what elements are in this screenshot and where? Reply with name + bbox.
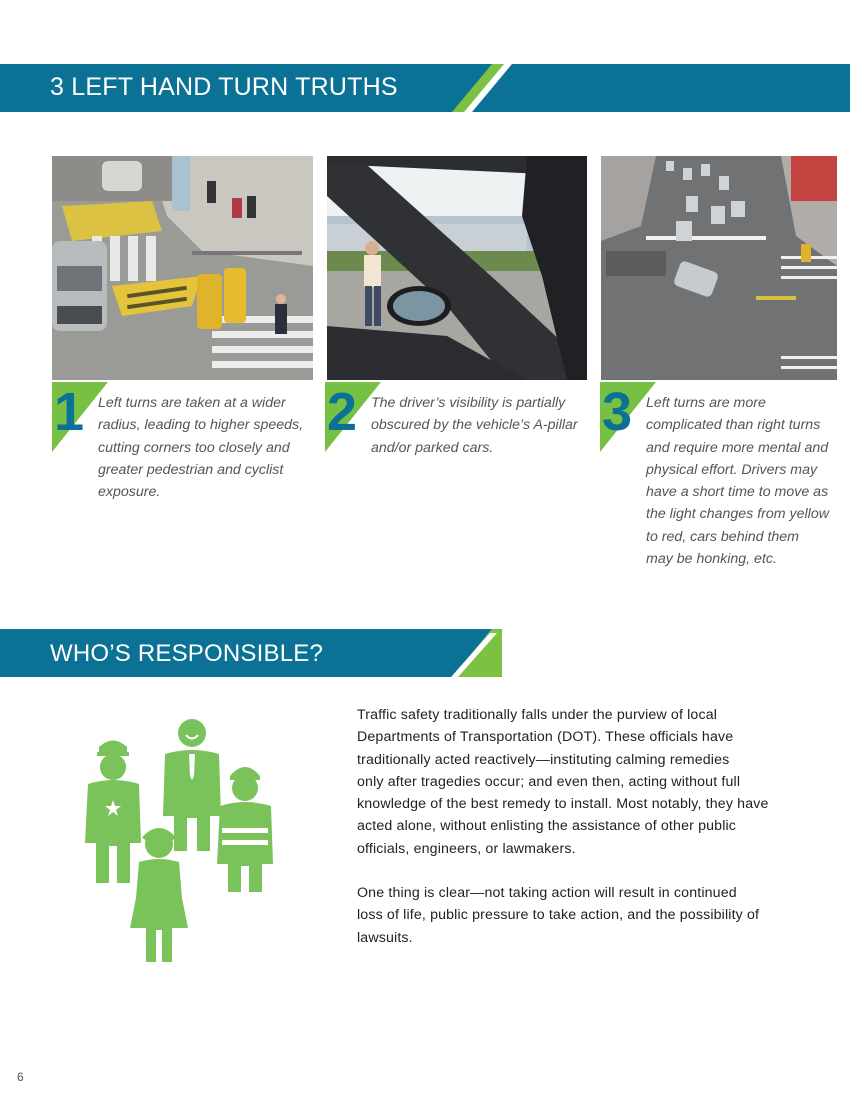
paragraph-line: officials, engineers, or lawmakers. [357, 840, 576, 857]
truth-3-line: have a short time to move as [646, 484, 829, 501]
truth-2-line: and/or parked cars. [371, 439, 494, 456]
section-title-truths: 3 LEFT HAND TURN TRUTHS [50, 73, 398, 101]
truth-2-line: obscured by the vehicle’s A-pillar [371, 417, 578, 434]
photo-intersection-crosswalk [52, 156, 313, 380]
photo-aerial-intersection [601, 156, 837, 380]
paragraph-line: Departments of Transportation (DOT). These officials have [357, 729, 734, 746]
truth-3-line: Left turns are more [646, 395, 766, 411]
truth-1-text [98, 392, 303, 503]
paragraph-line: One thing is clear—not taking action will result in continued [357, 885, 737, 901]
paragraph-line: knowledge of the best remedy to install. Most notably, they have [357, 796, 769, 813]
paragraph-line: acted alone, without enlisting the assistance of other public [357, 818, 737, 835]
paragraph-line: loss of life, public pressure to take action, and the possibility of [357, 907, 760, 924]
truth-1-line: exposure. [98, 484, 161, 501]
truth-3-line: may be honking, etc. [646, 551, 777, 568]
truth-1-line: Left turns are taken at a wider [98, 395, 286, 411]
paragraph-line: traditionally acted reactively—instituting calming remedies [357, 751, 730, 768]
police-officer-icon [85, 741, 141, 884]
photo-driver-view [327, 156, 587, 380]
truth-1-line: cutting corners too closely and [98, 439, 290, 456]
truth-3-number: 3 [602, 382, 633, 442]
truth-2-number: 2 [327, 382, 358, 442]
paragraph-line: only after tragedies occur; and even then, acting without full [357, 773, 741, 790]
truth-3-line: the light changes from yellow [646, 506, 829, 523]
truth-1-line: greater pedestrian and cyclist [98, 461, 284, 478]
businessman-icon [163, 719, 221, 851]
truth-3-text [646, 392, 829, 570]
section-header-truths [0, 64, 850, 112]
construction-worker-icon [217, 767, 273, 892]
paragraph-line: Traffic safety traditionally falls under the purview of local [357, 707, 718, 723]
truth-2-line: The driver’s visibility is partially [371, 395, 566, 411]
paragraph-line: lawsuits. [357, 929, 413, 946]
responsible-paragraph-1 [357, 704, 797, 860]
stakeholders-icon [82, 718, 278, 966]
truth-3-line: physical effort. Drivers may [646, 461, 818, 478]
truth-1-number: 1 [54, 382, 85, 442]
page-number: 6 [17, 1070, 24, 1084]
truth-1-line: radius, leading to higher speeds, [98, 417, 304, 434]
section-title-responsible: WHO’S RESPONSIBLE? [50, 640, 324, 667]
truth-3-line: to red, cars behind them [646, 528, 799, 545]
truth-3-line: and require more mental and [646, 439, 829, 456]
section-header-responsible [0, 629, 502, 677]
responsible-paragraph-2 [357, 882, 797, 949]
truth-2-text [371, 392, 578, 459]
truth-3-line: complicated than right turns [646, 417, 821, 434]
